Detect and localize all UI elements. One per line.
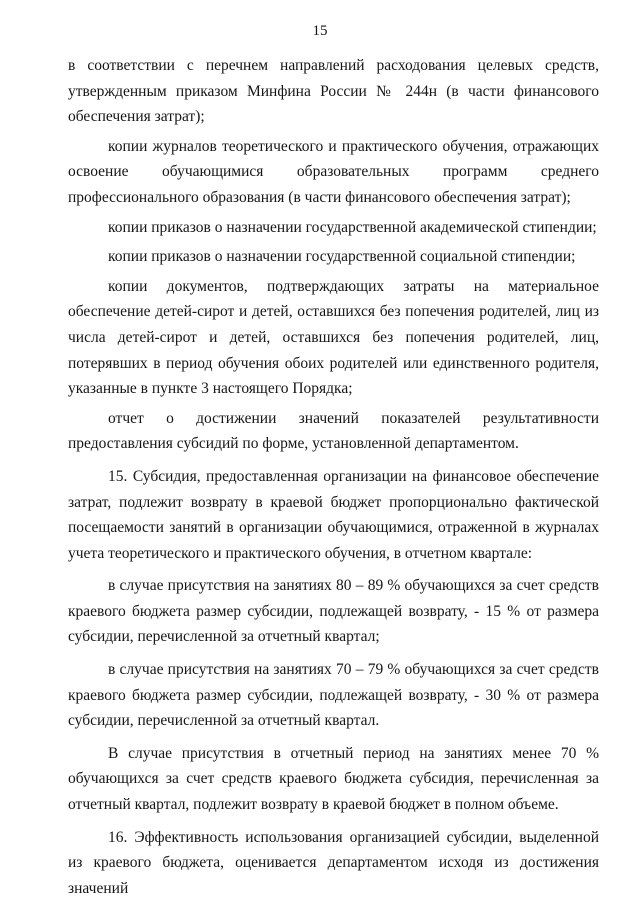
paragraph-performance-report: отчет о достижении значений показателей результативности предоставления субсидий по форме, установленной департаментом. bbox=[68, 409, 599, 453]
paragraph-social-scholarship: копии приказов о назначении государственной социальной стипендии; bbox=[108, 248, 576, 266]
paragraph-attendance-70-79: в случае присутствия на занятиях 70 – 79 % обучающихся за счет средств краевого бюджета размер субсидии, подлежащей возврату, - 30 % от размера субсидии, перечисленной за отчетный квартал. bbox=[68, 661, 599, 730]
paragraph-training-journals: копии журналов теоретического и практического обучения, отражающих освоение обучающимися образовательных программ среднего профессионального образования (в части финансового обеспечения затрат); bbox=[68, 137, 599, 206]
document-body bbox=[68, 53, 599, 905]
paragraph-orphan-support-documents: копии документов, подтверждающих затраты на материальное обеспечение детей-сирот и детей, оставшихся без попечения родителей, лиц из числа детей-сирот и детей, оставшихся без попечения родителей, лиц, потерявших в период обучения обоих родителей или единственного родителя, указанные в пункте 3 настоящего Порядка; bbox=[68, 277, 599, 398]
paragraph-budget-directions: в соответствии с перечнем направлений расходования целевых средств, утвержденным приказом Минфина России № 244н (в части финансового обеспечения затрат); bbox=[68, 57, 599, 126]
paragraph-attendance-80-89: в случае присутствия на занятиях 80 – 89 % обучающихся за счет средств краевого бюджета размер субсидии, подлежащей возврату, - 15 % от размера субсидии, перечисленной за отчетный квартал; bbox=[68, 577, 599, 646]
paragraph-attendance-below-70: В случае присутствия в отчетный период на занятиях менее 70 % обучающихся за счет средств краевого бюджета субсидия, перечисленная за отчетный квартал, подлежит возврату в краевой бюджет в полном объеме. bbox=[68, 744, 599, 814]
page-number: 15 bbox=[312, 23, 328, 39]
paragraph-section-15: 15. Субсидия, предоставленная организации на финансовое обеспечение затрат, подлежит возврату в краевой бюджет пропорционально фактической посещаемости занятий в организации обучающимися, отраженной в журналах учета теоретического и практического обучения, в отчетном квартале: bbox=[68, 467, 599, 562]
paragraph-section-16: 16. Эффективность использования организацией субсидии, выделенной из краевого бюджета, оценивается департаментом исходя из достижения значений bbox=[68, 828, 599, 897]
paragraph-academic-scholarship: копии приказов о назначении государственной академической стипендии; bbox=[108, 218, 597, 236]
